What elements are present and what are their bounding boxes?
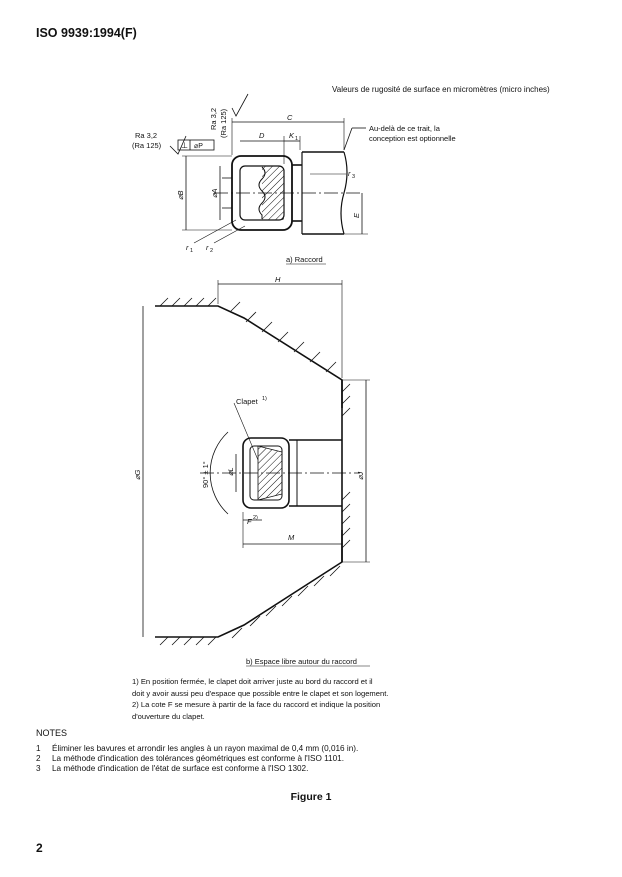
tolerance-ref: ⌀P bbox=[194, 143, 203, 150]
footnote-line: 2) La cote F se mesure à partir de la face du raccord et indique la position bbox=[132, 700, 381, 709]
clapet-label: Clapet bbox=[236, 397, 258, 406]
notes-list bbox=[36, 744, 358, 774]
footnote-line: doit y avoir aussi peu d'espace que possible entre le clapet et son logement. bbox=[132, 688, 389, 698]
dim-r3: r bbox=[348, 169, 351, 178]
caption-a: a) Raccord bbox=[286, 255, 323, 264]
drawing-b-espace-libre bbox=[143, 280, 370, 666]
drawing-footnotes bbox=[132, 676, 388, 722]
dim-j: ⌀J bbox=[356, 471, 365, 480]
dim-l: ⌀L bbox=[226, 467, 235, 476]
footnote-line: 1) En position fermée, le clapet doit arriver juste au bord du raccord et il bbox=[132, 677, 373, 686]
clapet-sup: 1) bbox=[262, 396, 267, 402]
dim-r1: r bbox=[186, 243, 189, 252]
note-text: La méthode d'indication des tolérances géométriques est conforme à l'ISO 1101. bbox=[52, 754, 344, 763]
dim-r3-sub: 3 bbox=[352, 174, 356, 180]
dim-d: D bbox=[259, 131, 265, 140]
note-number: 2 bbox=[36, 754, 41, 763]
caption-b: b) Espace libre autour du raccord bbox=[246, 657, 357, 666]
dim-b: ⌀B bbox=[176, 190, 185, 200]
document-id: ISO 9939:1994(F) bbox=[36, 26, 137, 40]
perpendicular-symbol: ⊥ bbox=[181, 141, 188, 150]
roughness-top-2: (Ra 125) bbox=[219, 108, 228, 138]
roughness-left-1: Ra 3,2 bbox=[135, 131, 158, 140]
note-item bbox=[36, 744, 358, 754]
note-text: Éliminer les bavures et arrondir les angles à un rayon maximal de 0,4 mm (0,016 in). bbox=[52, 744, 359, 753]
beyond-note-1: Au-delà de ce trait, la bbox=[369, 124, 440, 133]
angle-label: 90° ± 1° bbox=[201, 461, 210, 488]
dim-k: K bbox=[289, 131, 295, 140]
dim-e: E bbox=[352, 212, 361, 218]
note-item bbox=[36, 764, 358, 774]
figure-label: Figure 1 bbox=[290, 791, 332, 803]
dim-c: C bbox=[287, 113, 293, 122]
dim-f: F bbox=[247, 517, 252, 526]
dim-k-sub: 1 bbox=[295, 136, 299, 142]
drawing-a-raccord bbox=[170, 94, 368, 264]
notes-title: NOTES bbox=[36, 728, 68, 738]
roughness-top-1: Ra 3,2 bbox=[209, 107, 218, 130]
dim-r1-sub: 1 bbox=[190, 248, 194, 254]
beyond-note-2: conception est optionnelle bbox=[369, 134, 456, 143]
note-number: 3 bbox=[36, 764, 41, 773]
note-text: La méthode d'indication de l'état de surface est conforme à l'ISO 1302. bbox=[52, 764, 309, 773]
dim-f-sup: 2) bbox=[253, 515, 258, 521]
footnote-line: d'ouverture du clapet. bbox=[132, 711, 205, 721]
dim-g: ⌀G bbox=[133, 469, 142, 480]
roughness-units-note: Valeurs de rugosité de surface en micromètres (micro inches) bbox=[332, 85, 550, 94]
page-number: 2 bbox=[36, 841, 43, 855]
roughness-left-2: (Ra 125) bbox=[132, 141, 162, 150]
dim-m: M bbox=[288, 533, 295, 542]
dim-r2: r bbox=[206, 243, 209, 252]
dim-a: ⌀A bbox=[210, 188, 219, 198]
dim-h: H bbox=[275, 275, 281, 284]
note-number: 1 bbox=[36, 744, 41, 753]
note-item bbox=[36, 754, 358, 764]
dim-r2-sub: 2 bbox=[210, 248, 214, 254]
